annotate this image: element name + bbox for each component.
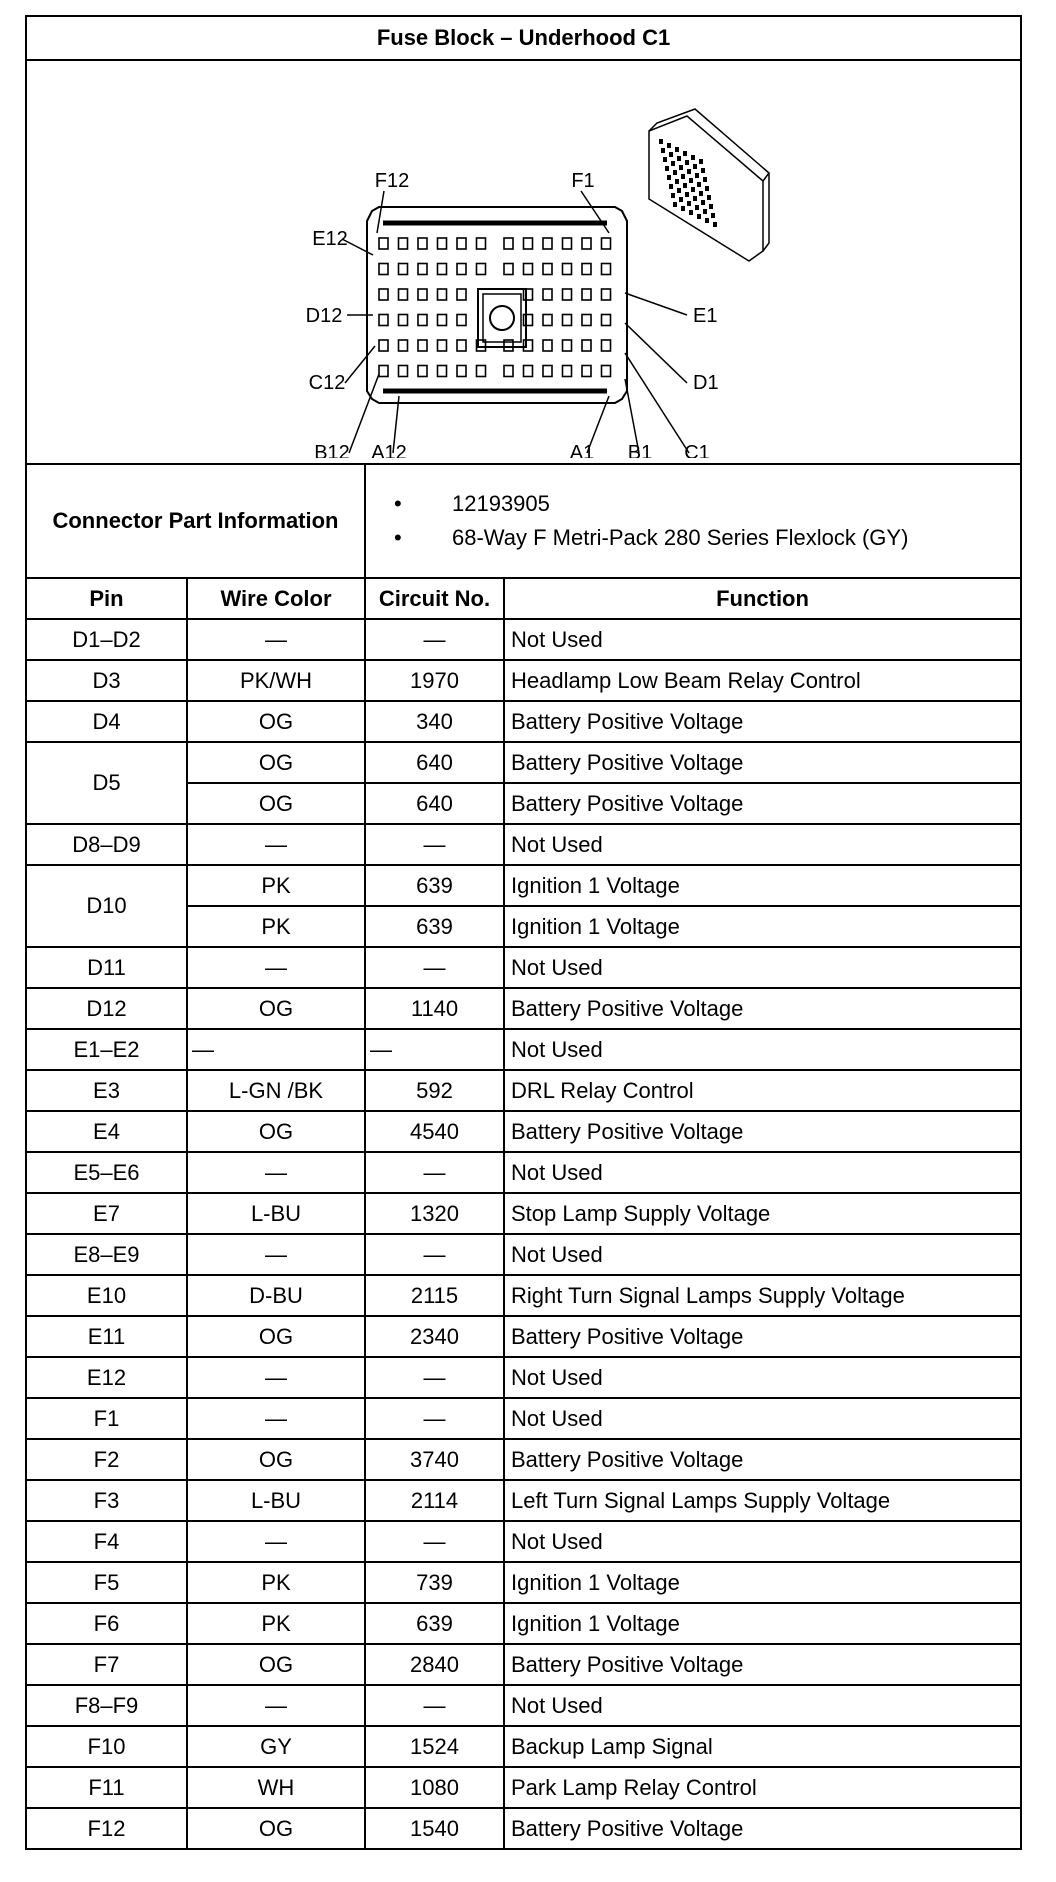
cell-pin: F4 bbox=[26, 1521, 187, 1562]
label-e12: E12 bbox=[312, 228, 348, 250]
pin-cavity bbox=[457, 238, 466, 249]
table-row bbox=[26, 1562, 1021, 1603]
thumb-pin bbox=[665, 166, 669, 171]
label-b12: B12 bbox=[314, 442, 350, 458]
cell-pin: E3 bbox=[26, 1070, 187, 1111]
cell-function: Headlamp Low Beam Relay Control bbox=[504, 660, 1021, 701]
label-d1: D1 bbox=[693, 372, 719, 394]
thumb-pin bbox=[683, 151, 687, 156]
label-a12: A12 bbox=[371, 442, 407, 458]
pin-cavity bbox=[524, 264, 533, 275]
table-row bbox=[26, 1234, 1021, 1275]
pin-cavity bbox=[602, 238, 611, 249]
cell-function: Not Used bbox=[504, 619, 1021, 660]
cell-function: Right Turn Signal Lamps Supply Voltage bbox=[504, 1275, 1021, 1316]
cell-function: Not Used bbox=[504, 947, 1021, 988]
cell-circuit: 639 bbox=[365, 1603, 504, 1644]
table-row bbox=[26, 947, 1021, 988]
cell-circuit: 1080 bbox=[365, 1767, 504, 1808]
thumb-pin bbox=[667, 143, 671, 148]
cell-function: Not Used bbox=[504, 1152, 1021, 1193]
cell-wire-color: L-BU bbox=[187, 1193, 365, 1234]
pin-cavity bbox=[563, 289, 572, 300]
cell-wire-color: — bbox=[187, 1685, 365, 1726]
cell-circuit: 4540 bbox=[365, 1111, 504, 1152]
pin-cavity bbox=[543, 315, 552, 326]
cell-function: Battery Positive Voltage bbox=[504, 783, 1021, 824]
cell-pin: D12 bbox=[26, 988, 187, 1029]
pin-cavity bbox=[602, 366, 611, 377]
table-row bbox=[26, 1480, 1021, 1521]
thumb-pin bbox=[705, 218, 709, 223]
connector-part-number: • 12193905 bbox=[422, 487, 1020, 521]
table-row bbox=[26, 1439, 1021, 1480]
thumb-pin bbox=[671, 161, 675, 166]
pin-cavity bbox=[543, 366, 552, 377]
pin-cavity bbox=[438, 238, 447, 249]
cell-wire-color: — bbox=[187, 1152, 365, 1193]
table-row bbox=[26, 1398, 1021, 1439]
pin-cavity bbox=[543, 238, 552, 249]
cell-pin: F11 bbox=[26, 1767, 187, 1808]
thumb-pin bbox=[669, 152, 673, 157]
cell-pin: D3 bbox=[26, 660, 187, 701]
pin-cavity bbox=[524, 238, 533, 249]
cell-wire-color: — bbox=[187, 1357, 365, 1398]
cell-pin: F6 bbox=[26, 1603, 187, 1644]
thumb-pin bbox=[697, 182, 701, 187]
cell-wire-color: — bbox=[187, 947, 365, 988]
pin-cavity bbox=[438, 315, 447, 326]
pin-cavity bbox=[477, 238, 486, 249]
pin-cavity bbox=[582, 366, 591, 377]
cell-circuit: 1540 bbox=[365, 1808, 504, 1849]
pin-cavity bbox=[418, 315, 427, 326]
thumb-pin bbox=[673, 202, 677, 207]
pin-cavity bbox=[457, 315, 466, 326]
table-row bbox=[26, 865, 1021, 906]
cell-function: Battery Positive Voltage bbox=[504, 1644, 1021, 1685]
cell-circuit: — bbox=[365, 947, 504, 988]
pin-cavity bbox=[543, 289, 552, 300]
thumb-pin bbox=[675, 147, 679, 152]
label-e1: E1 bbox=[693, 305, 718, 327]
pin-cavity bbox=[457, 366, 466, 377]
cell-wire-color: OG bbox=[187, 701, 365, 742]
cell-pin: E8–E9 bbox=[26, 1234, 187, 1275]
table-row bbox=[26, 988, 1021, 1029]
cell-function: Battery Positive Voltage bbox=[504, 1439, 1021, 1480]
table-row bbox=[26, 824, 1021, 865]
pin-cavity bbox=[602, 340, 611, 351]
thumb-pin bbox=[695, 173, 699, 178]
cell-pin: E1–E2 bbox=[26, 1029, 187, 1070]
cell-function: Backup Lamp Signal bbox=[504, 1726, 1021, 1767]
label-c1: C1 bbox=[684, 442, 710, 458]
pin-cavity bbox=[602, 315, 611, 326]
cell-function: Park Lamp Relay Control bbox=[504, 1767, 1021, 1808]
label-c12: C12 bbox=[308, 372, 346, 394]
pin-cavity bbox=[418, 264, 427, 275]
cell-function: Not Used bbox=[504, 1521, 1021, 1562]
pin-cavity bbox=[438, 340, 447, 351]
thumb-pin bbox=[677, 188, 681, 193]
table-row bbox=[26, 701, 1021, 742]
cell-wire-color: OG bbox=[187, 1316, 365, 1357]
pin-cavity bbox=[582, 289, 591, 300]
thumb-pin bbox=[697, 214, 701, 219]
connector-diagram bbox=[26, 60, 1021, 464]
table-row bbox=[26, 1275, 1021, 1316]
pin-cavity bbox=[563, 315, 572, 326]
table-row bbox=[26, 1316, 1021, 1357]
pin-cavity bbox=[563, 340, 572, 351]
thumb-pin bbox=[677, 156, 681, 161]
cell-pin: F5 bbox=[26, 1562, 187, 1603]
table-row bbox=[26, 1685, 1021, 1726]
table-row bbox=[26, 660, 1021, 701]
cell-wire-color: OG bbox=[187, 1808, 365, 1849]
table-row bbox=[26, 1070, 1021, 1111]
label-d12: D12 bbox=[305, 305, 343, 327]
table-row bbox=[26, 1152, 1021, 1193]
cell-function: Not Used bbox=[504, 1234, 1021, 1275]
cell-pin: D11 bbox=[26, 947, 187, 988]
cell-circuit: 2840 bbox=[365, 1644, 504, 1685]
cell-pin: D1–D2 bbox=[26, 619, 187, 660]
cell-pin: E7 bbox=[26, 1193, 187, 1234]
table-header-row bbox=[26, 578, 1021, 619]
cell-pin: F3 bbox=[26, 1480, 187, 1521]
cell-function: Battery Positive Voltage bbox=[504, 701, 1021, 742]
thumb-pin bbox=[669, 184, 673, 189]
table-row bbox=[26, 1029, 1021, 1070]
cell-circuit: 2115 bbox=[365, 1275, 504, 1316]
thumb-pin bbox=[679, 165, 683, 170]
cell-circuit: 1970 bbox=[365, 660, 504, 701]
pin-cavity bbox=[399, 289, 408, 300]
cell-circuit: — bbox=[365, 1234, 504, 1275]
cell-pin: E10 bbox=[26, 1275, 187, 1316]
cell-wire-color: L-BU bbox=[187, 1480, 365, 1521]
cell-circuit: 1320 bbox=[365, 1193, 504, 1234]
pin-cavity bbox=[543, 264, 552, 275]
connector-description: • 68-Way F Metri-Pack 280 Series Flexlock (GY) bbox=[422, 521, 1020, 555]
thumb-pin bbox=[661, 148, 665, 153]
thumb-pin bbox=[673, 170, 677, 175]
cell-pin: E12 bbox=[26, 1357, 187, 1398]
cell-pin: D10 bbox=[26, 865, 187, 947]
cell-pin: F1 bbox=[26, 1398, 187, 1439]
thumb-pin bbox=[699, 159, 703, 164]
pin-cavity bbox=[457, 289, 466, 300]
pin-cavity bbox=[399, 315, 408, 326]
cell-wire-color: PK bbox=[187, 1562, 365, 1603]
thumb-pin bbox=[703, 177, 707, 182]
pin-cavity bbox=[504, 238, 513, 249]
thumb-pin bbox=[663, 157, 667, 162]
cell-function: DRL Relay Control bbox=[504, 1070, 1021, 1111]
cell-function: Not Used bbox=[504, 1398, 1021, 1439]
table-row bbox=[26, 1603, 1021, 1644]
table-row bbox=[26, 1111, 1021, 1152]
cell-function: Battery Positive Voltage bbox=[504, 742, 1021, 783]
cell-wire-color: WH bbox=[187, 1767, 365, 1808]
cell-function: Not Used bbox=[504, 1357, 1021, 1398]
cell-pin: D4 bbox=[26, 701, 187, 742]
pin-cavity bbox=[582, 264, 591, 275]
table-row bbox=[26, 1644, 1021, 1685]
cell-circuit: — bbox=[365, 1029, 504, 1070]
pin-cavity bbox=[379, 366, 388, 377]
cell-wire-color: L-GN /BK bbox=[187, 1070, 365, 1111]
cell-circuit: 739 bbox=[365, 1562, 504, 1603]
cell-pin: F10 bbox=[26, 1726, 187, 1767]
thumb-pin bbox=[685, 192, 689, 197]
cell-circuit: — bbox=[365, 619, 504, 660]
pin-cavity bbox=[524, 366, 533, 377]
cell-pin: E4 bbox=[26, 1111, 187, 1152]
table-row bbox=[26, 1357, 1021, 1398]
pin-cavity bbox=[379, 289, 388, 300]
fuse-block-sheet bbox=[25, 15, 1020, 1850]
pin-cavity bbox=[418, 289, 427, 300]
cell-function: Ignition 1 Voltage bbox=[504, 1603, 1021, 1644]
cell-wire-color: OG bbox=[187, 988, 365, 1029]
cell-circuit: 639 bbox=[365, 865, 504, 906]
thumb-pin bbox=[681, 206, 685, 211]
thumb-pin bbox=[659, 139, 663, 144]
cell-circuit: — bbox=[365, 824, 504, 865]
cell-circuit: 592 bbox=[365, 1070, 504, 1111]
thumb-pin bbox=[703, 209, 707, 214]
pin-cavity bbox=[563, 366, 572, 377]
thumb-pin bbox=[675, 179, 679, 184]
cell-function: Not Used bbox=[504, 1029, 1021, 1070]
cell-circuit: — bbox=[365, 1685, 504, 1726]
thumb-pin bbox=[695, 205, 699, 210]
cell-function: Not Used bbox=[504, 1685, 1021, 1726]
cell-wire-color: — bbox=[187, 1234, 365, 1275]
thumb-pin bbox=[707, 195, 711, 200]
pin-cavity bbox=[582, 238, 591, 249]
cell-wire-color: OG bbox=[187, 742, 365, 783]
cell-pin: F12 bbox=[26, 1808, 187, 1849]
cell-circuit: — bbox=[365, 1398, 504, 1439]
cell-circuit: 640 bbox=[365, 783, 504, 824]
cell-circuit: 2340 bbox=[365, 1316, 504, 1357]
connector-body bbox=[367, 207, 627, 403]
column-header-function: Function bbox=[504, 578, 1021, 619]
leader-lines bbox=[342, 191, 689, 453]
thumb-pin bbox=[679, 197, 683, 202]
thumb-pin bbox=[691, 187, 695, 192]
cell-function: Battery Positive Voltage bbox=[504, 1111, 1021, 1152]
column-header-circuit: Circuit No. bbox=[365, 578, 504, 619]
cell-wire-color: — bbox=[187, 1398, 365, 1439]
pin-cavity bbox=[457, 340, 466, 351]
pin-cavity bbox=[504, 366, 513, 377]
pin-cavity bbox=[457, 264, 466, 275]
thumb-pin bbox=[671, 193, 675, 198]
thumb-pin bbox=[681, 174, 685, 179]
cell-circuit: 1524 bbox=[365, 1726, 504, 1767]
cell-wire-color: D-BU bbox=[187, 1275, 365, 1316]
pin-cavity bbox=[418, 366, 427, 377]
pin-cavity bbox=[438, 366, 447, 377]
cell-pin: E5–E6 bbox=[26, 1152, 187, 1193]
cell-circuit: 2114 bbox=[365, 1480, 504, 1521]
table-row bbox=[26, 1521, 1021, 1562]
pin-cavity bbox=[438, 289, 447, 300]
cell-pin: D5 bbox=[26, 742, 187, 824]
connector-3d-thumbnail bbox=[649, 109, 769, 261]
pin-cavity bbox=[582, 340, 591, 351]
thumb-pin bbox=[685, 160, 689, 165]
cell-wire-color: OG bbox=[187, 1439, 365, 1480]
cell-wire-color: GY bbox=[187, 1726, 365, 1767]
cell-pin: D8–D9 bbox=[26, 824, 187, 865]
connector-face-svg bbox=[27, 61, 1018, 458]
pin-cavity bbox=[379, 315, 388, 326]
cell-function: Battery Positive Voltage bbox=[504, 1808, 1021, 1849]
cell-function: Stop Lamp Supply Voltage bbox=[504, 1193, 1021, 1234]
pin-cavity bbox=[399, 238, 408, 249]
table-title: Fuse Block – Underhood C1 bbox=[26, 16, 1021, 60]
cell-wire-color: — bbox=[187, 1521, 365, 1562]
cell-wire-color: OG bbox=[187, 1111, 365, 1152]
pin-cavity bbox=[543, 340, 552, 351]
pin-cavity bbox=[379, 238, 388, 249]
cell-wire-color: OG bbox=[187, 783, 365, 824]
pin-cavity bbox=[477, 264, 486, 275]
cell-function: Left Turn Signal Lamps Supply Voltage bbox=[504, 1480, 1021, 1521]
pin-cavity bbox=[524, 315, 533, 326]
pin-cavity bbox=[438, 264, 447, 275]
thumb-pin bbox=[693, 196, 697, 201]
column-header-wire-color: Wire Color bbox=[187, 578, 365, 619]
table-row bbox=[26, 742, 1021, 783]
thumb-pin bbox=[683, 183, 687, 188]
cell-wire-color: OG bbox=[187, 1644, 365, 1685]
table-row bbox=[26, 1726, 1021, 1767]
thumb-pin bbox=[711, 213, 715, 218]
thumb-pin bbox=[689, 178, 693, 183]
cell-pin: F7 bbox=[26, 1644, 187, 1685]
cell-wire-color: — bbox=[187, 1029, 365, 1070]
cell-wire-color: PK bbox=[187, 906, 365, 947]
label-b1: B1 bbox=[627, 442, 653, 458]
cell-function: Ignition 1 Voltage bbox=[504, 1562, 1021, 1603]
pin-cavity bbox=[563, 264, 572, 275]
cell-wire-color: PK bbox=[187, 865, 365, 906]
cell-circuit: 340 bbox=[365, 701, 504, 742]
cell-wire-color: PK bbox=[187, 1603, 365, 1644]
label-a1: A1 bbox=[569, 442, 595, 458]
cell-function: Battery Positive Voltage bbox=[504, 1316, 1021, 1357]
connector-table bbox=[25, 15, 1022, 1850]
thumb-pin bbox=[713, 222, 717, 227]
pin-cavity bbox=[504, 264, 513, 275]
cell-circuit: 1140 bbox=[365, 988, 504, 1029]
thumb-pin bbox=[689, 210, 693, 215]
cell-function: Not Used bbox=[504, 824, 1021, 865]
cell-circuit: 640 bbox=[365, 742, 504, 783]
table-row bbox=[26, 1808, 1021, 1849]
cell-function: Ignition 1 Voltage bbox=[504, 906, 1021, 947]
table-row bbox=[26, 619, 1021, 660]
thumb-pin bbox=[709, 204, 713, 209]
cell-circuit: — bbox=[365, 1152, 504, 1193]
pin-cavity bbox=[399, 340, 408, 351]
cell-pin: E11 bbox=[26, 1316, 187, 1357]
pin-cavity bbox=[524, 340, 533, 351]
thumb-pin bbox=[699, 191, 703, 196]
thumb-pin bbox=[701, 168, 705, 173]
connector-info-label: Connector Part Information bbox=[26, 464, 365, 578]
pin-cavity bbox=[582, 315, 591, 326]
cell-wire-color: PK/WH bbox=[187, 660, 365, 701]
thumb-pin bbox=[687, 201, 691, 206]
cell-wire-color: — bbox=[187, 824, 365, 865]
pin-cavity bbox=[602, 264, 611, 275]
cell-circuit: — bbox=[365, 1357, 504, 1398]
thumb-pin bbox=[701, 200, 705, 205]
thumb-pin bbox=[687, 169, 691, 174]
pin-cavity bbox=[418, 238, 427, 249]
pin-cavity bbox=[379, 264, 388, 275]
pin-cavity bbox=[477, 366, 486, 377]
connector-info-list bbox=[365, 464, 1021, 578]
table-row bbox=[26, 1767, 1021, 1808]
pin-cavity bbox=[399, 264, 408, 275]
label-f1: F1 bbox=[571, 170, 595, 192]
pin-cavity bbox=[563, 238, 572, 249]
column-header-pin: Pin bbox=[26, 578, 187, 619]
pin-cavity bbox=[399, 366, 408, 377]
thumb-pin bbox=[691, 155, 695, 160]
cell-circuit: 639 bbox=[365, 906, 504, 947]
cell-wire-color: — bbox=[187, 619, 365, 660]
pin-cavity bbox=[418, 340, 427, 351]
table-row bbox=[26, 1193, 1021, 1234]
cell-pin: F2 bbox=[26, 1439, 187, 1480]
thumb-pin bbox=[667, 175, 671, 180]
cell-function: Ignition 1 Voltage bbox=[504, 865, 1021, 906]
thumb-pin bbox=[693, 164, 697, 169]
thumb-pin bbox=[705, 186, 709, 191]
cell-circuit: — bbox=[365, 1521, 504, 1562]
pin-cavity bbox=[379, 340, 388, 351]
cell-pin: F8–F9 bbox=[26, 1685, 187, 1726]
pin-cavity bbox=[524, 289, 533, 300]
pin-cavity bbox=[602, 289, 611, 300]
label-f12: F12 bbox=[374, 170, 410, 192]
cell-circuit: 3740 bbox=[365, 1439, 504, 1480]
cell-function: Battery Positive Voltage bbox=[504, 988, 1021, 1029]
